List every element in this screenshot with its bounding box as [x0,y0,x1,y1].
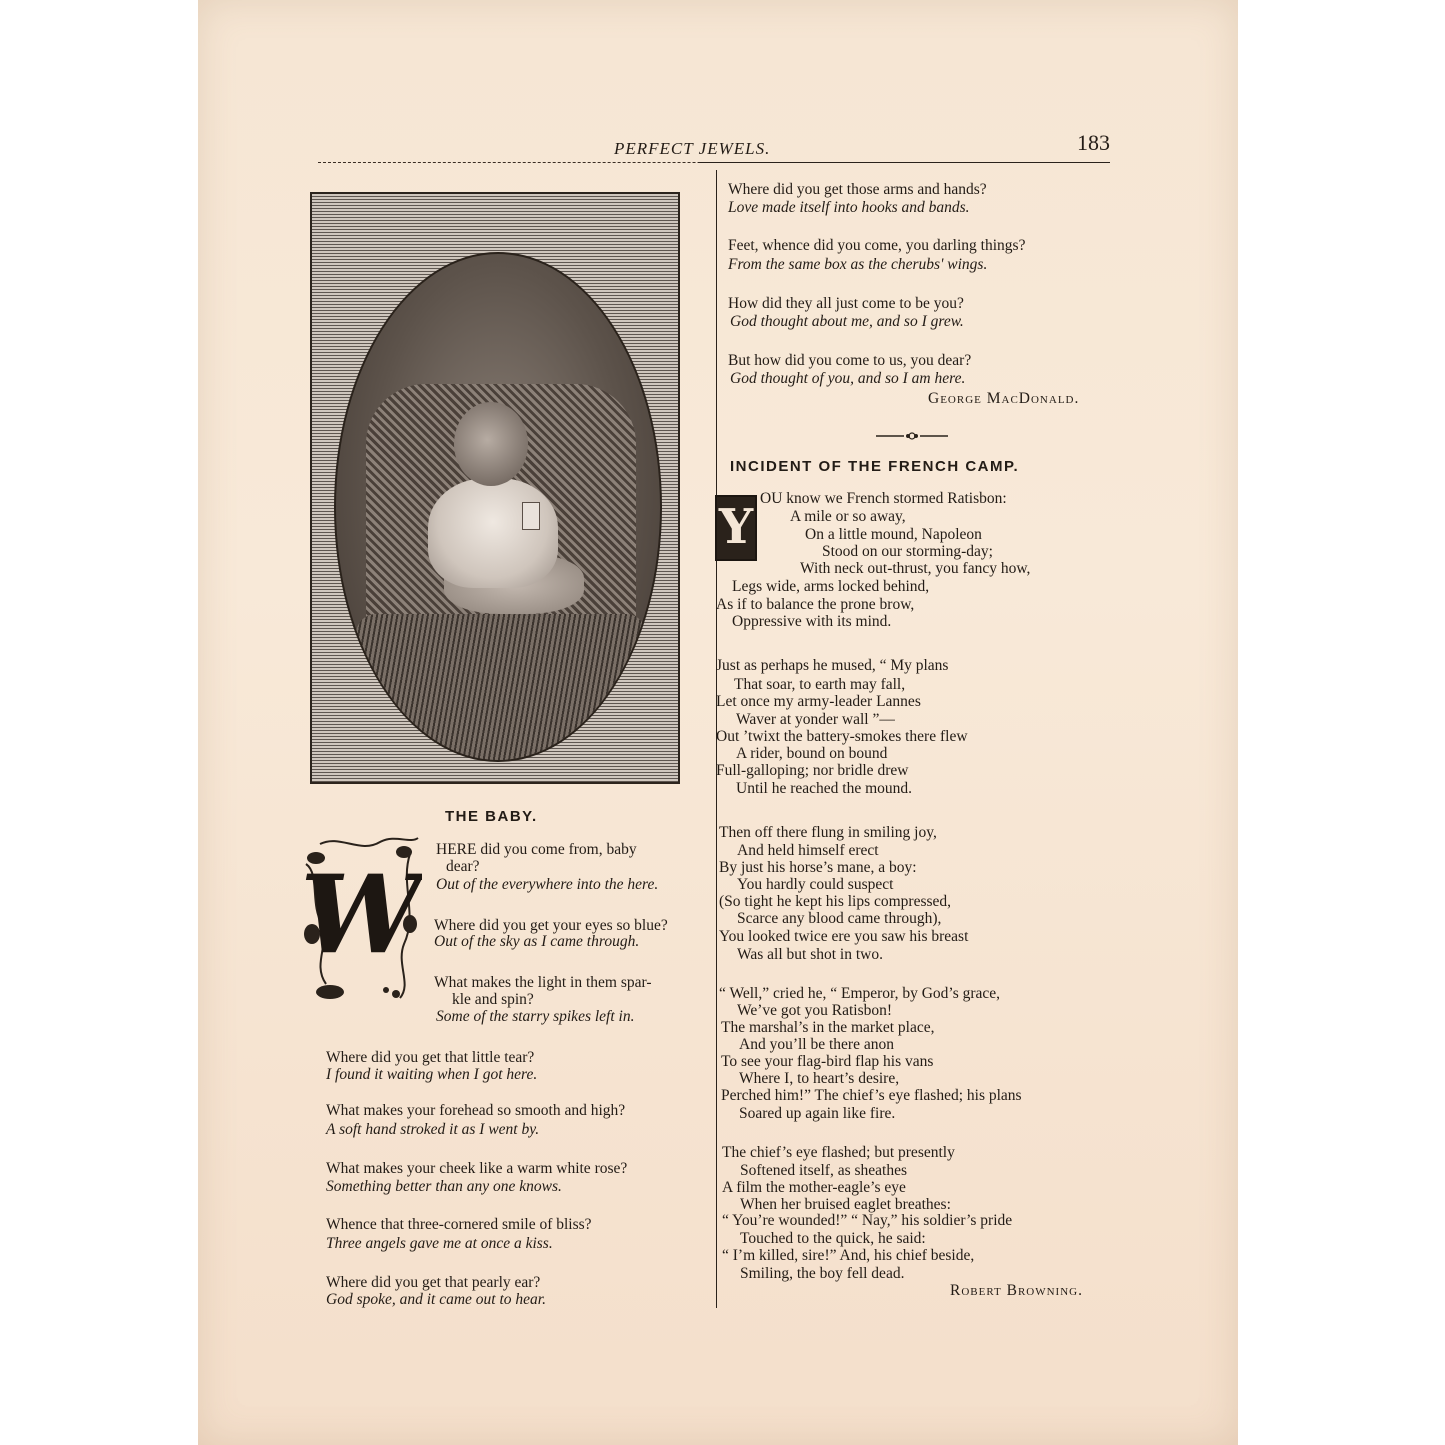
page-header [318,126,1110,166]
baby-line: Love made itself into hooks and bands. [728,199,970,216]
author-macdonald: George MacDonald. [928,390,1080,407]
camp-line: You looked twice ere you saw his breast [719,928,969,945]
baby-line: kle and spin? [452,991,534,1008]
camp-line: As if to balance the prone brow, [716,596,915,613]
baby-line: Out of the everywhere into the here. [436,876,659,893]
baby-line: God thought of you, and so I am here. [730,370,966,387]
camp-line: Smiling, the boy fell dead. [740,1265,905,1282]
baby-in-chair-engraving-icon [310,192,680,784]
baby-poem-title: THE BABY. [445,808,538,825]
camp-line: “ I’m killed, sire!” And, his chief beside, [722,1247,975,1264]
baby-line: What makes your forehead so smooth and high? [326,1102,626,1119]
baby-line: Out of the sky as I came through. [434,933,640,950]
camp-line: And held himself erect [737,842,879,859]
camp-line: To see your flag-bird flap his vans [721,1053,934,1070]
baby-line: Feet, whence did you come, you darling things? [728,237,1026,254]
camp-line: (So tight he kept his lips compressed, [719,893,952,910]
baby-line: But how did you come to us, you dear? [728,352,972,369]
camp-line: With neck out-thrust, you fancy how, [800,560,1031,577]
baby-line: What makes your cheek like a warm white rose? [326,1160,628,1177]
baby-line: God spoke, and it came out to hear. [326,1291,546,1308]
baby-line: A soft hand stroked it as I went by. [326,1121,540,1138]
camp-line: Legs wide, arms locked behind, [732,578,930,595]
camp-line: Touched to the quick, he said: [740,1230,926,1247]
baby-line: Where did you get that little tear? [326,1049,535,1066]
camp-line: Until he reached the mound. [736,780,913,797]
camp-line: “ Well,” cried he, “ Emperor, by God’s grace, [719,985,1001,1002]
camp-line: Full-galloping; nor bridle drew [716,762,909,779]
camp-line: A film the mother-eagle’s eye [722,1179,906,1196]
camp-line: By just his horse’s mane, a boy: [719,859,917,876]
camp-line: Soared up again like fire. [739,1105,896,1122]
camp-line: On a little mound, Napoleon [805,526,982,543]
baby-body [428,478,558,588]
camp-line: Then off there flung in smiling joy, [719,824,937,841]
camp-line: Just as perhaps he mused, “ My plans [716,657,949,674]
camp-line: Scarce any blood came through), [737,910,942,927]
dropcap-y-icon [715,495,757,561]
dropcap-y-letter: Y [718,499,754,555]
baby-line: Where did you get those arms and hands? [728,181,987,198]
header-rule-solid [698,162,1110,163]
baby-head [454,402,528,486]
camp-line: And you’ll be there anon [739,1036,894,1053]
camp-line: Out ’twixt the battery-smokes there flew [716,728,968,745]
baby-line: Where did you get that pearly ear? [326,1274,541,1291]
camp-line: We’ve got you Ratisbon! [737,1002,893,1019]
camp-line: The chief’s eye flashed; but presently [722,1144,955,1161]
camp-line: Stood on our storming-day; [822,543,993,560]
camp-line: When her bruised eaglet breathes: [740,1196,951,1213]
camp-line: Softened itself, as sheathes [740,1162,908,1179]
dropcap-w-icon [300,834,422,1002]
section-divider-ornament-icon [876,429,948,443]
camp-line: Perched him!” The chief’s eye flashed; his plans [721,1087,1022,1104]
baby-line: How did they all just come to be you? [728,295,964,312]
camp-line: Waver at yonder wall ”— [736,711,895,728]
camp-line: A mile or so away, [790,508,906,525]
chair-cushion [356,614,646,762]
camp-line: OU know we French stormed Ratisbon: [760,490,1007,507]
camp-line: “ You’re wounded!” “ Nay,” his soldier’s pride [722,1212,1013,1229]
camp-line: That soar, to earth may fall, [734,676,906,693]
baby-line: I found it waiting when I got here. [326,1066,538,1083]
camp-line: Let once my army-leader Lannes [716,693,921,710]
camp-line: Oppressive with its mind. [732,613,892,630]
oval-frame [334,252,662,762]
baby-line: Three angels gave me at once a kiss. [326,1235,553,1252]
baby-line: Where did you get your eyes so blue? [434,917,668,934]
dropcap-w-letter: W [300,852,422,978]
baby-line: Whence that three-cornered smile of bliss? [326,1216,592,1233]
baby-line: HERE did you come from, baby [436,841,637,858]
camp-line: Was all but shot in two. [737,946,883,963]
camp-line: Where I, to heart’s desire, [739,1070,900,1087]
baby-line: What makes the light in them spar- [434,974,652,991]
baby-line: dear? [446,858,480,875]
baby-line: Something better than any one knows. [326,1178,562,1195]
camp-line: A rider, bound on bound [736,745,888,762]
camp-poem-title: INCIDENT OF THE FRENCH CAMP. [730,458,1020,475]
baby-line: Some of the starry spikes left in. [436,1008,635,1025]
running-title: PERFECT JEWELS. [614,139,771,158]
camp-line: The marshal’s in the market place, [721,1019,935,1036]
author-browning: Robert Browning. [950,1282,1083,1299]
page-number: 183 [1077,130,1110,155]
camp-line: You hardly could suspect [737,876,894,893]
baby-line: From the same box as the cherubs' wings. [728,256,988,273]
baby-line: God thought about me, and so I grew. [730,313,964,330]
cup [522,502,540,530]
